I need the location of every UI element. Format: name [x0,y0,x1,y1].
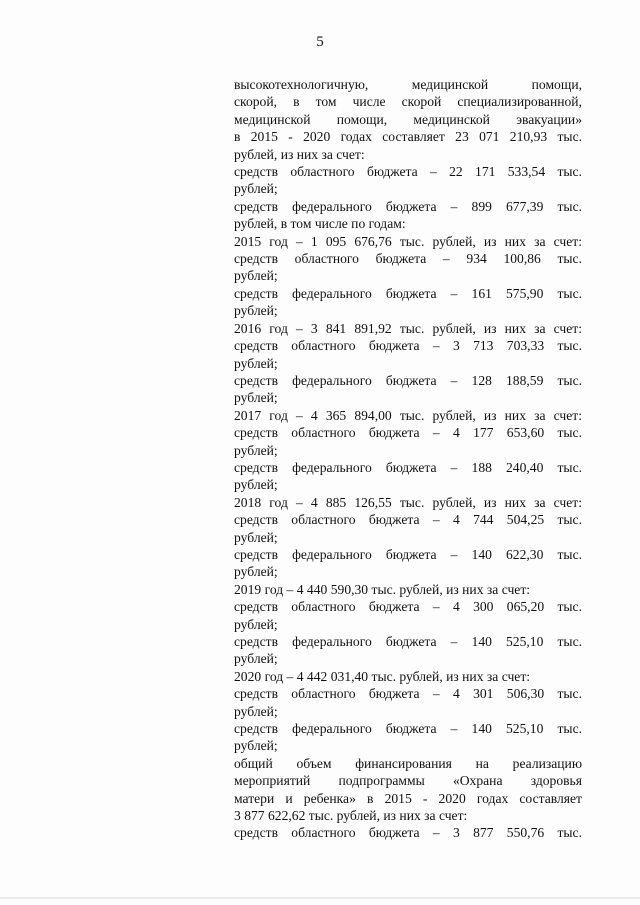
total-regional-line: средств областного бюджета – 22 171 533,54 тыс. [234,164,582,180]
year-federal-tail: рублей; [234,303,278,319]
year-federal-tail: рублей; [234,564,278,580]
year-regional: средств областного бюджета – 934 100,86 тыс. [234,251,582,267]
year-federal: средств федерального бюджета – 161 575,90 тыс. [234,285,582,301]
year-regional-tail: рублей; [234,442,278,458]
year-federal: средств федерального бюджета – 140 622,30 тыс. [234,546,582,562]
intro-line-5: рублей, из них за счет: [234,146,365,162]
closing-paragraph [234,755,582,842]
year-regional-tail: рублей; [234,529,278,545]
year-regional-tail: рублей; [234,355,278,371]
year-header: 2016 год – 3 841 891,92 тыс. рублей, из них за счет: [234,320,582,336]
year-regional-tail: рублей; [234,703,278,719]
year-federal: средств федерального бюджета – 188 240,40 тыс. [234,459,582,475]
year-header: 2017 год – 4 365 894,00 тыс. рублей, из них за счет: [234,407,582,423]
total-federal-line: средств федерального бюджета – 899 677,39 тыс. [234,198,582,214]
year-regional: средств областного бюджета – 4 301 506,30 тыс. [234,686,582,702]
year-header: 2015 год – 1 095 676,76 тыс. рублей, из них за счет: [234,233,582,249]
year-regional-tail: рублей; [234,268,278,284]
year-regional: средств областного бюджета – 3 713 703,33 тыс. [234,338,582,354]
year-header: 2019 год – 4 440 590,30 тыс. рублей, из них за счет: [234,581,531,597]
intro-line-1: высокотехнологичную, медицинской помощи, [234,77,582,92]
year-block-2015 [234,233,582,320]
closing-line-5: средств областного бюджета – 3 877 550,76 тыс. [234,825,582,841]
year-block-2020 [234,668,582,755]
year-federal-tail: рублей; [234,651,278,667]
year-federal: средств федерального бюджета – 140 525,10 тыс. [234,634,582,649]
total-regional-tail: рублей; [234,181,278,197]
year-regional: средств областного бюджета – 4 300 065,20 тыс. [234,599,582,615]
total-federal-tail: рублей, в том числе по годам: [234,216,406,232]
year-federal: средств федерального бюджета – 140 525,10 тыс. [234,721,582,737]
year-block-2019 [234,581,582,668]
year-header: 2020 год – 4 442 031,40 тыс. рублей, из них за счет: [234,668,531,684]
closing-line-2: мероприятий подпрограммы «Охрана здоровья [234,773,582,789]
intro-line-3: медицинской помощи, медицинской эвакуации» [234,111,582,127]
year-federal-tail: рублей; [234,390,278,406]
intro-line-4: в 2015 - 2020 годах составляет 23 071 210,93 тыс. [234,129,582,145]
year-federal-tail: рублей; [234,738,278,754]
year-block-2018 [234,494,582,581]
intro-line-2: скорой, в том числе скорой специализированной, [234,94,582,110]
page-number: 5 [316,34,324,50]
year-header: 2018 год – 4 885 126,55 тыс. рублей, из них за счет: [234,494,582,510]
year-block-2016 [234,320,582,407]
closing-line-1: общий объем финансирования на реализацию [234,755,582,771]
year-regional: средств областного бюджета – 4 744 504,25 тыс. [234,512,582,528]
year-block-2017 [234,407,582,494]
year-federal-tail: рублей; [234,477,278,493]
total-federal [234,198,582,233]
closing-line-3: матери и ребенка» в 2015 - 2020 годах составляет [234,790,582,806]
body-text [234,76,582,842]
year-regional: средств областного бюджета – 4 177 653,60 тыс. [234,425,582,441]
closing-line-4: 3 877 622,62 тыс. рублей, из них за счет: [234,808,468,824]
intro-paragraph [234,76,582,163]
year-federal: средств федерального бюджета – 128 188,59 тыс. [234,372,582,388]
scan-artifact [0,897,640,899]
total-regional [234,163,582,198]
year-regional-tail: рублей; [234,616,278,632]
